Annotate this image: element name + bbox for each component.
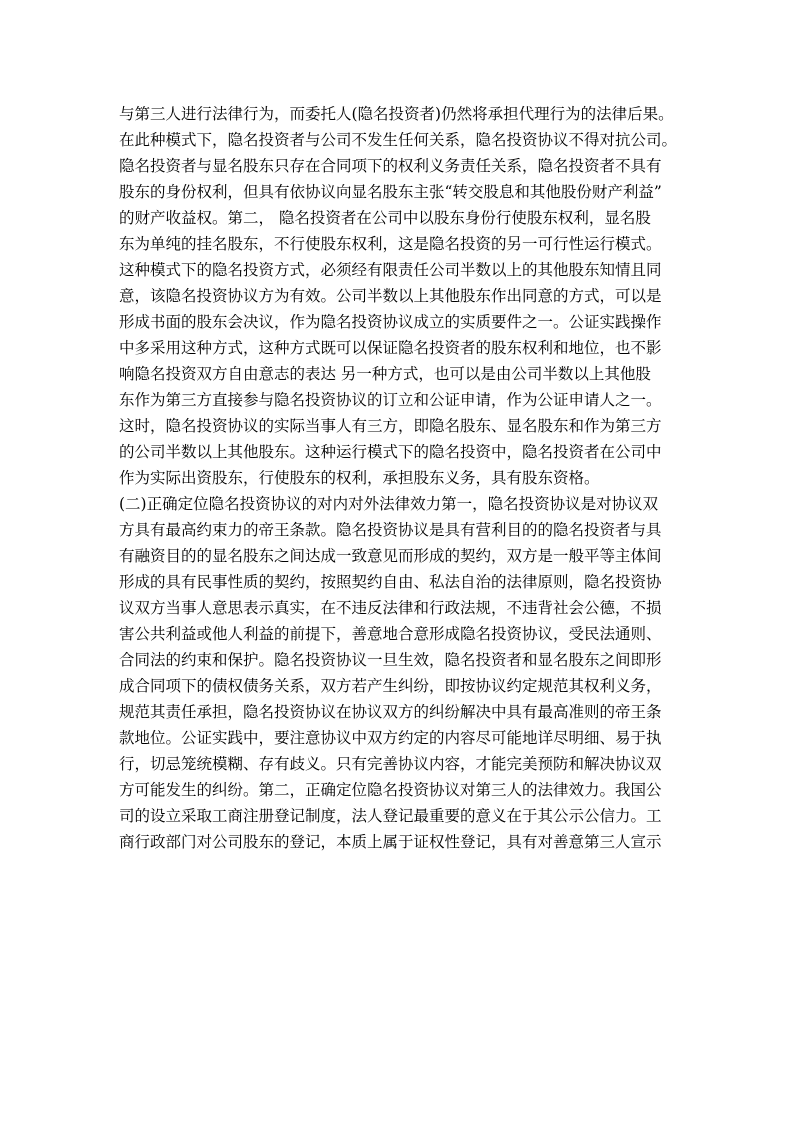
text-line: 合同法的约束和保护。隐名投资协议一旦生效，隐名投资者和显名股东之间即形 — [119, 651, 662, 669]
text-line: 响隐名投资双方自由意志的表达 另一种方式，也可以是由公司半数以上其他股 — [119, 365, 651, 383]
text-line: 议双方当事人意思表示真实，在不违反法律和行政法规，不违背社会公德，不损 — [119, 599, 662, 617]
text-line: 司的设立采取工商注册登记制度，法人登记最重要的意义在于其公示公信力。工 — [119, 807, 662, 825]
text-line: 害公共利益或他人利益的前提下，善意地合意形成隐名投资协议，受民法通则、 — [119, 625, 662, 643]
text-line: 规范其责任承担，隐名投资协议在协议双方的纠纷解决中具有最高准则的帝王条 — [119, 703, 662, 721]
text-line: 有融资目的的显名股东之间达成一致意见而形成的契约，双方是一般平等主体间 — [119, 547, 662, 565]
text-line: 在此种模式下，隐名投资者与公司不发生任何关系，隐名投资协议不得对抗公司。 — [119, 131, 678, 149]
text-line: 中多采用这种方式，这种方式既可以保证隐名投资者的股东权利和地位，也不影 — [119, 339, 662, 357]
text-line: 股东的身份权利，但具有依协议向显名股东主张“转交股息和其他股份财产利益” — [119, 183, 662, 201]
text-line: 成合同项下的债权债务关系，双方若产生纠纷，即按协议约定规范其权利义务， — [119, 677, 662, 695]
text-line: 与第三人进行法律行为，而委托人(隐名投资者)仍然将承担代理行为的法律后果。 — [119, 105, 674, 123]
text-line: 方具有最高约束力的帝王条款。隐名投资协议是具有营利目的的隐名投资者与具 — [119, 521, 662, 539]
text-line: 的财产收益权。第二， 隐名投资者在公司中以股东身份行使股东权利，显名股 — [119, 209, 651, 227]
section-heading-line: (二)正确定位隐名投资协议的对内对外法律效力第一，隐名投资协议是对协议双 — [119, 495, 659, 513]
text-line: 行，切忌笼统模糊、存有歧义。只有完善协议内容，才能完美预防和解决协议双 — [119, 755, 662, 773]
text-line: 形成的具有民事性质的契约，按照契约自由、私法自治的法律原则，隐名投资协 — [119, 573, 662, 591]
text-line: 形成书面的股东会决议，作为隐名投资协议成立的实质要件之一。公证实践操作 — [119, 313, 662, 331]
text-line: 这时，隐名投资协议的实际当事人有三方，即隐名股东、显名股东和作为第三方 — [119, 417, 662, 435]
text-line: 方可能发生的纠纷。第二，正确定位隐名投资协议对第三人的法律效力。我国公 — [119, 781, 662, 799]
body-text — [119, 101, 694, 855]
text-line: 的公司半数以上其他股东。这种运行模式下的隐名投资中，隐名投资者在公司中 — [119, 443, 662, 461]
text-line: 这种模式下的隐名投资方式，必须经有限责任公司半数以上的其他股东知情且同 — [119, 261, 662, 279]
text-line: 作为实际出资股东，行使股东的权利，承担股东义务，具有股东资格。 — [119, 469, 600, 487]
text-line: 意，该隐名投资协议方为有效。公司半数以上其他股东作出同意的方式，可以是 — [119, 287, 662, 305]
text-line: 东作为第三方直接参与隐名投资协议的订立和公证申请，作为公证申请人之一。 — [119, 391, 662, 409]
text-line: 款地位。公证实践中，要注意协议中双方约定的内容尽可能地详尽明细、易于执 — [119, 729, 662, 747]
text-line: 隐名投资者与显名股东只存在合同项下的权利义务责任关系，隐名投资者不具有 — [119, 157, 662, 175]
text-line: 东为单纯的挂名股东，不行使股东权利，这是隐名投资的另一可行性运行模式。 — [119, 235, 662, 253]
text-line: 商行政部门对公司股东的登记，本质上属于证权性登记，具有对善意第三人宣示 — [119, 833, 662, 851]
